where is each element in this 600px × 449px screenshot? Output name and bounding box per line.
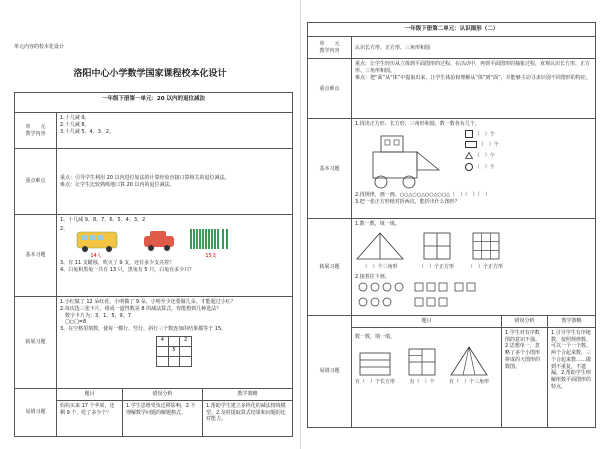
expand-body [352,219,596,316]
basic-line: 2.找规律，画一画。○○△○○△○○△○○△（ ）（ ）（ ） [355,192,491,199]
expand-figures [355,231,592,271]
picture-row [60,226,289,258]
rectangle-icon [465,141,477,148]
errors-header-strategy: 教学策略 [548,316,596,328]
left-unit-table [14,92,293,437]
errors-header-question: 题目 [57,389,123,401]
square-icon [465,130,473,138]
grid-cell [168,356,180,366]
unit-title: 一年级下册第二单元：认识图形（二） [308,23,596,37]
unit-title: 一年级下册第一单元：20 以内的退位减法 [15,93,293,113]
right-page [300,0,600,449]
difficulty-label: 重点难点 [15,149,57,215]
basic-line: 3、有 11 支蜡烛，吹灭了 9 支，还有多少支亮着？ [60,259,175,266]
errors-strategy: 1.引导学生有序地数，按照规律数，可以一个一个数，两个合起来数，三个合起来数……做到不重复，不遗漏。2.帮助学生理解所数平面图形的特点。 [548,327,596,427]
content-body [57,113,293,149]
errors-question-cell [352,327,502,427]
figure-caption: （ ）个正方形 [419,263,455,270]
figure-caption: （ ）个三角形 [362,263,398,270]
errors-analysis: 1.学生思维受负迁移影响。2.不理解数学问题的解题格式。 [123,400,203,436]
car-illustration [140,226,180,258]
key-point: 重点：让学生经历从立体到平面图形的过程，在活动中，再到平面图形的抽象过程，直观认识长方形、正方形、三角形和圆。 [355,61,591,75]
hard-point: 难点：把“面”从“体”中提取出来，让学生体验和理解从“体”到“面”，并能够主动寻求识别不同图形的特征。 [355,74,591,81]
expand-line: 2.每次选三张卡片，组成一道得数是 8 的减法算式，你能想到几种选法？ [60,305,222,312]
divided-grid-figure [407,347,437,377]
content-item: 1.十几减 9。 [60,115,90,121]
magic-square-grid [156,336,192,367]
key-point: 重点：引导学生利用 20 以内进位加法的计算经验直接口算相关的退位减法。 [60,174,230,181]
basic-body [352,119,596,219]
content-label: 单 元 教学内容 [15,113,57,149]
errors-header-analysis: 错误分析 [123,389,203,401]
divided-triangle-figure [355,231,405,261]
errors-label: 易错习题 [15,389,57,437]
errors-analysis: 1.学生对有序数图的意识不强。2.思想单一，忽略了多个小图形拼成的大图形的数图。 [502,327,548,427]
figure-label: 有（ ）个 [409,379,435,386]
shapes-picture-row [355,130,592,190]
basic-line: 1、十几减 9、8、7、6、5、4、3、2 [60,217,146,223]
grid-cell [180,356,192,366]
card-label-2: 15支 [205,252,217,258]
header-note: 单元内容的校本化设计 [14,44,65,50]
expand-line: 数字卡片为：3、1、5、9、7 [60,312,131,319]
count-mark: （ ）个 [478,142,499,149]
expand-label: 拓展习题 [15,297,57,389]
expand-line: 3、在空格里填数，使每一横行、竖行，斜行三个数连加的结果都等于 15。 [60,326,227,332]
grid-cell [168,336,180,346]
errors-header-analysis: 错误分析 [502,316,548,328]
hard-point: 难点：让学生比较熟练地口算 20 以内的退位减法。 [60,181,175,188]
errors-label: 易错习题 [308,316,352,428]
content-text: 认识长方形、正方形、三角形和圆 [352,37,596,59]
basic-body [57,215,293,297]
errors-question: 妈妈买来 17 个苹果，还剩 9 个，吃了多少个？ [57,400,123,436]
errors-header-question: 题目 [352,316,502,328]
expand-line: 2.接着往下画。 [355,273,390,280]
figure-label: 有（ ）个长方形 [355,379,396,386]
basic-line: 3.把一张正方形纸对折两次，能折出什么图形？ [355,198,460,205]
errors-strategy: 1.帮助学生建立多样化的减法情境模型，2.及时提取算式结果和问题的比对能力。 [203,400,293,436]
basic-line: 2、 [60,225,69,232]
expand-line: □○□=8 [60,319,87,326]
difficulty-body [57,149,293,215]
grid-cell [157,346,169,356]
triangle-icon [465,152,473,159]
grid-cell: 4 [157,336,169,346]
basic-line: 1.找出正方形、长方形、三角形和圆，数一数各有几个。 [355,121,480,128]
pencil-bundle-illustration [186,226,246,258]
stacked-rectangles-figure [358,351,392,377]
basic-label: 基本习题 [308,119,352,219]
count-mark: （ ）个 [474,131,495,138]
grid-cell [180,346,192,356]
count-mark: （ ）个 [474,153,495,160]
expand-line: 1.数一数，填一填。 [355,221,400,228]
fan-triangle-figure [449,345,489,377]
expand-body [57,297,293,389]
content-item: 2.十几减 8。 [60,121,90,128]
errors-header-strategy: 教学策略 [203,389,293,401]
figure-label: 有（ ）个三角形 [449,379,490,386]
content-item: 3.十几减 5、4、3、2。 [60,128,115,135]
divided-square-figure [422,231,452,261]
basic-label: 基本习题 [15,215,57,297]
difficulty-label: 重点难点 [308,59,352,119]
count-legend [465,130,499,171]
errors-question: 数一数，填一填。 [355,333,396,340]
shape-robot-illustration [355,130,455,190]
expand-line: 1.小红做了 12 朵红花，小明做了 9 朵，小明至少还要做几朵，才能超过小红？ [60,299,236,305]
right-unit-table [307,22,596,428]
pattern-sequence-figure [355,280,555,310]
card-label-1: 14人 [90,252,102,258]
count-mark: （ ）个 [474,164,495,171]
school-title: 洛阳中心小学数学国家课程校本化设计 [73,69,227,79]
content-label: 单 元 教学内容 [308,37,352,59]
grid-square-figure [471,231,501,261]
difficulty-body [352,59,596,119]
circle-icon [465,163,473,171]
school-bus-illustration [74,226,134,258]
grid-cell [157,356,169,366]
grid-cell: 2 [180,336,192,346]
figure-caption: （ ）个正方形 [468,263,504,270]
grid-cell: 5 [168,346,180,356]
errors-figures [355,345,498,387]
expand-label: 拓展习题 [308,219,352,316]
basic-line: 4、白兔和黑兔一共有 13 只，黑兔有 5 只，白兔有多少只？ [60,266,195,273]
